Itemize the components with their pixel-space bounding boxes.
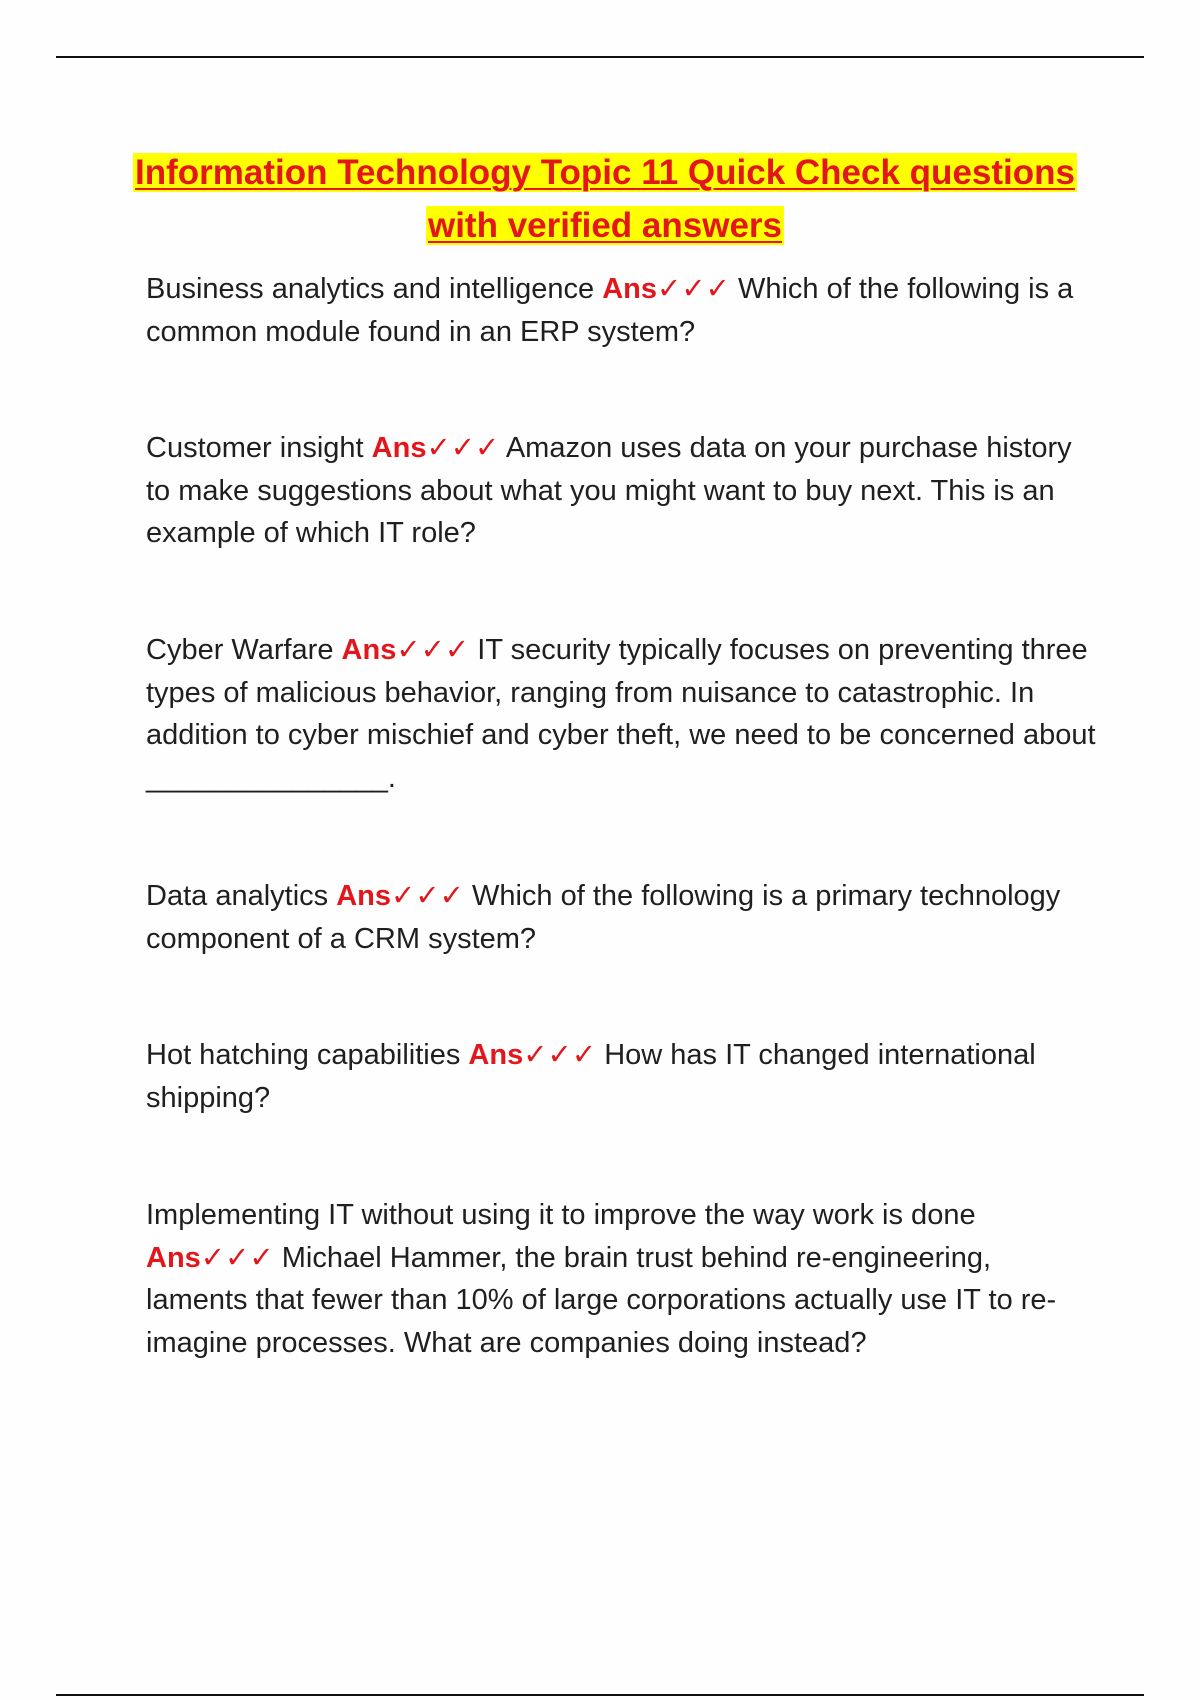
answer-marker: Ans (468, 1039, 524, 1071)
qa-item (146, 629, 1096, 799)
answer-text: Business analytics and intelligence (146, 273, 595, 305)
question-text: Michael Hammer, the brain trust behind re-engineering, laments that fewer than 10% of large corporations actually use IT to re-imagine processes. What are companies doing instead? (146, 1241, 1057, 1359)
question-text: IT security typically focuses on preventing three types of malicious behavior, ranging from nuisance to catastrophic. In addition to cyber mischief and cyber theft, we need to be concerned about _______________. (146, 634, 1096, 794)
title-block (130, 146, 1080, 252)
question-text: Which of the following is a common module found in an ERP system? (146, 273, 1074, 348)
qa-item (146, 1194, 1096, 1364)
answer-marker: Ans (146, 1241, 201, 1274)
answer-text: Implementing IT without using it to improve the way work is done (146, 1199, 976, 1231)
document-title: Information Technology Topic 11 Quick Check questions with verified answers (135, 153, 1075, 245)
answer-text: Cyber Warfare (146, 634, 334, 666)
qa-item (146, 268, 1096, 353)
qa-item (146, 875, 1096, 960)
bottom-rule (56, 1694, 1144, 1696)
top-rule (56, 56, 1144, 58)
qa-item (146, 427, 1096, 555)
question-text: Amazon uses data on your purchase history to make suggestions about what you might want to buy next. This is an example of which IT role? (146, 432, 1072, 549)
answer-marker: Ans (341, 634, 397, 666)
question-text: Which of the following is a primary technology component of a CRM system? (146, 880, 1061, 955)
check-marks-icon: ✓✓✓ (657, 273, 730, 305)
check-marks-icon: ✓✓✓ (396, 634, 470, 666)
answer-text: Hot hatching capabilities (146, 1039, 461, 1071)
check-marks-icon: ✓✓✓ (200, 1241, 274, 1274)
check-marks-icon: ✓✓✓ (391, 880, 464, 912)
qa-item (146, 1034, 1096, 1119)
check-marks-icon: ✓✓✓ (426, 432, 500, 464)
answer-marker: Ans (602, 273, 658, 305)
check-marks-icon: ✓✓✓ (523, 1039, 597, 1071)
answer-text: Customer insight (146, 432, 364, 464)
answer-marker: Ans (371, 432, 427, 464)
answer-marker: Ans (336, 880, 392, 912)
answer-text: Data analytics (146, 880, 329, 912)
question-text: How has IT changed international shipping? (146, 1039, 1036, 1114)
